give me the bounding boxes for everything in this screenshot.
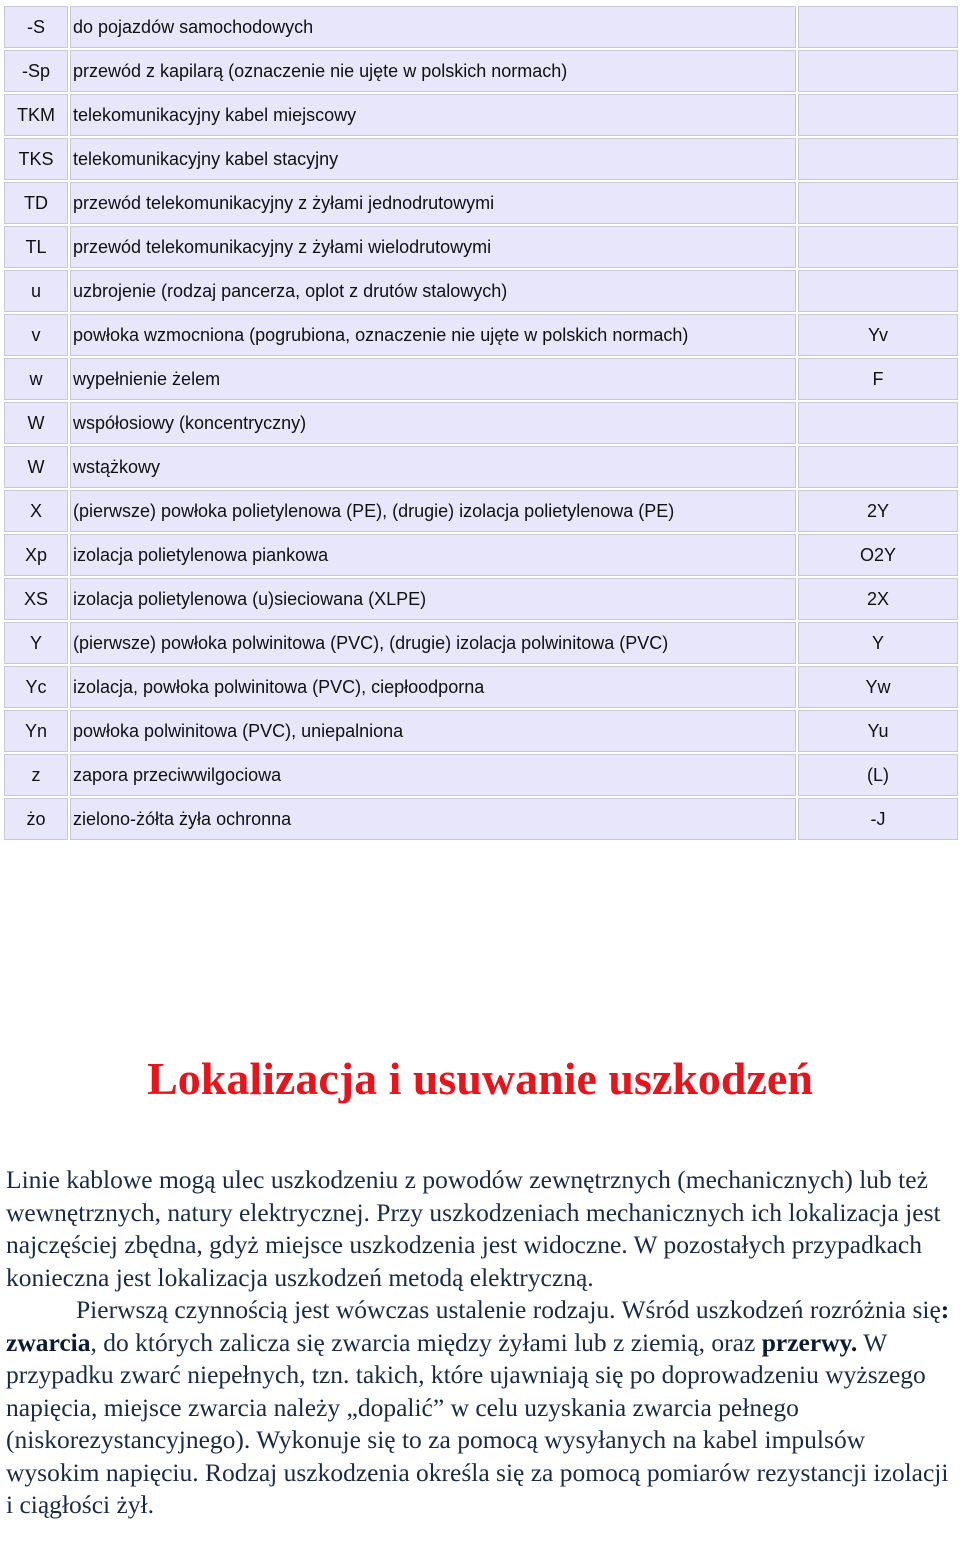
p2-text-2: , do których zalicza się zwarcia między żyłami lub z ziemią, oraz (90, 1327, 762, 1357)
description-cell: (pierwsze) powłoka polwinitowa (PVC), (drugie) izolacja polwinitowa (PVC) (70, 622, 796, 664)
code-cell: u (4, 270, 68, 312)
table-row (4, 182, 958, 224)
alt-code-cell: Yw (798, 666, 958, 708)
p2-text-1: Pierwszą czynnością jest wówczas ustalenie rodzaju. Wśród uszkodzeń rozróżnia się (76, 1295, 941, 1324)
description-cell: do pojazdów samochodowych (70, 6, 796, 48)
alt-code-cell (798, 270, 958, 312)
code-cell: Xp (4, 534, 68, 576)
alt-code-cell (798, 446, 958, 488)
alt-code-cell (798, 94, 958, 136)
code-cell: Yn (4, 710, 68, 752)
code-cell: TD (4, 182, 68, 224)
section-heading: Lokalizacja i usuwanie uszkodzeń (147, 1053, 813, 1104)
description-cell: zielono-żółta żyła ochronna (70, 798, 796, 840)
alt-code-cell (798, 6, 958, 48)
description-cell: zapora przeciwwilgociowa (70, 754, 796, 796)
paragraph-1: Linie kablowe mogą ulec uszkodzeniu z powodów zewnętrznych (mechanicznych) lub też wewnętrznych, natury elektrycznej. Przy uszkodzeniach mechanicznych ich lokalizacja jest najczęściej zbędna, gdyż miejsce uszkodzenia jest widoczne. W pozostałych przypadkach konieczna jest lokalizacja uszkodzeń metodą elektryczną. (6, 1165, 941, 1292)
table-row (4, 270, 958, 312)
table-row (4, 754, 958, 796)
alt-code-cell: F (798, 358, 958, 400)
table-row (4, 314, 958, 356)
table-row (4, 578, 958, 620)
description-cell: telekomunikacyjny kabel miejscowy (70, 94, 796, 136)
description-cell: uzbrojenie (rodzaj pancerza, oplot z drutów stalowych) (70, 270, 796, 312)
table-row (4, 50, 958, 92)
description-cell: izolacja, powłoka polwinitowa (PVC), ciepłoodporna (70, 666, 796, 708)
table-row (4, 226, 958, 268)
description-cell: powłoka wzmocniona (pogrubiona, oznaczenie nie ujęte w polskich normach) (70, 314, 796, 356)
p2-text-3: W przypadku zwarć niepełnych, tzn. takich, które ujawniają się po doprowadzeniu wyższego napięcia, miejsce zwarcia należy „dopalić” w celu uzyskania zwarcia pełnego (niskorezystancyjnego). Wykonuje się to za pomocą wysyłanych na kabel impulsów wysokim napięciu. Rodzaj uszkodzenia określa się za pomocą pomiarów rezystancji izolacji i ciągłości żył. (6, 1327, 949, 1519)
table-row (4, 666, 958, 708)
table-row (4, 446, 958, 488)
description-cell: powłoka polwinitowa (PVC), uniepalniona (70, 710, 796, 752)
alt-code-cell (798, 182, 958, 224)
table-row (4, 6, 958, 48)
code-cell: TL (4, 226, 68, 268)
description-cell: przewód telekomunikacyjny z żyłami jednodrutowymi (70, 182, 796, 224)
description-cell: wstążkowy (70, 446, 796, 488)
paragraph-2 (6, 1294, 958, 1522)
alt-code-cell: Yu (798, 710, 958, 752)
cable-designation-table (2, 4, 960, 842)
alt-code-cell: O2Y (798, 534, 958, 576)
alt-code-cell (798, 138, 958, 180)
body-text (6, 1164, 958, 1522)
table-row (4, 622, 958, 664)
p2-term-zwarcia: : zwarcia (6, 1295, 950, 1357)
code-cell: W (4, 446, 68, 488)
description-cell: przewód telekomunikacyjny z żyłami wielodrutowymi (70, 226, 796, 268)
code-cell: X (4, 490, 68, 532)
code-cell: TKM (4, 94, 68, 136)
alt-code-cell: Yv (798, 314, 958, 356)
table-row (4, 490, 958, 532)
alt-code-cell (798, 226, 958, 268)
description-cell: izolacja polietylenowa piankowa (70, 534, 796, 576)
code-cell: żo (4, 798, 68, 840)
alt-code-cell: Y (798, 622, 958, 664)
table-row (4, 798, 958, 840)
code-cell: v (4, 314, 68, 356)
alt-code-cell (798, 50, 958, 92)
table-row (4, 94, 958, 136)
description-cell: telekomunikacyjny kabel stacyjny (70, 138, 796, 180)
table-row (4, 534, 958, 576)
p2-term-przerwy: przerwy. (761, 1327, 858, 1357)
description-cell: izolacja polietylenowa (u)sieciowana (XLPE) (70, 578, 796, 620)
table-row (4, 358, 958, 400)
alt-code-cell: 2X (798, 578, 958, 620)
code-cell: z (4, 754, 68, 796)
table-body (4, 6, 958, 840)
code-cell: w (4, 358, 68, 400)
code-cell: Y (4, 622, 68, 664)
code-cell: TKS (4, 138, 68, 180)
alt-code-cell (798, 402, 958, 444)
description-cell: współosiowy (koncentryczny) (70, 402, 796, 444)
alt-code-cell: 2Y (798, 490, 958, 532)
code-cell: -Sp (4, 50, 68, 92)
code-cell: W (4, 402, 68, 444)
code-cell: -S (4, 6, 68, 48)
table-row (4, 402, 958, 444)
code-cell: Yc (4, 666, 68, 708)
code-cell: XS (4, 578, 68, 620)
table-row (4, 138, 958, 180)
description-cell: (pierwsze) powłoka polietylenowa (PE), (drugie) izolacja polietylenowa (PE) (70, 490, 796, 532)
description-cell: wypełnienie żelem (70, 358, 796, 400)
alt-code-cell: -J (798, 798, 958, 840)
description-cell: przewód z kapilarą (oznaczenie nie ujęte w polskich normach) (70, 50, 796, 92)
table-row (4, 710, 958, 752)
alt-code-cell: (L) (798, 754, 958, 796)
